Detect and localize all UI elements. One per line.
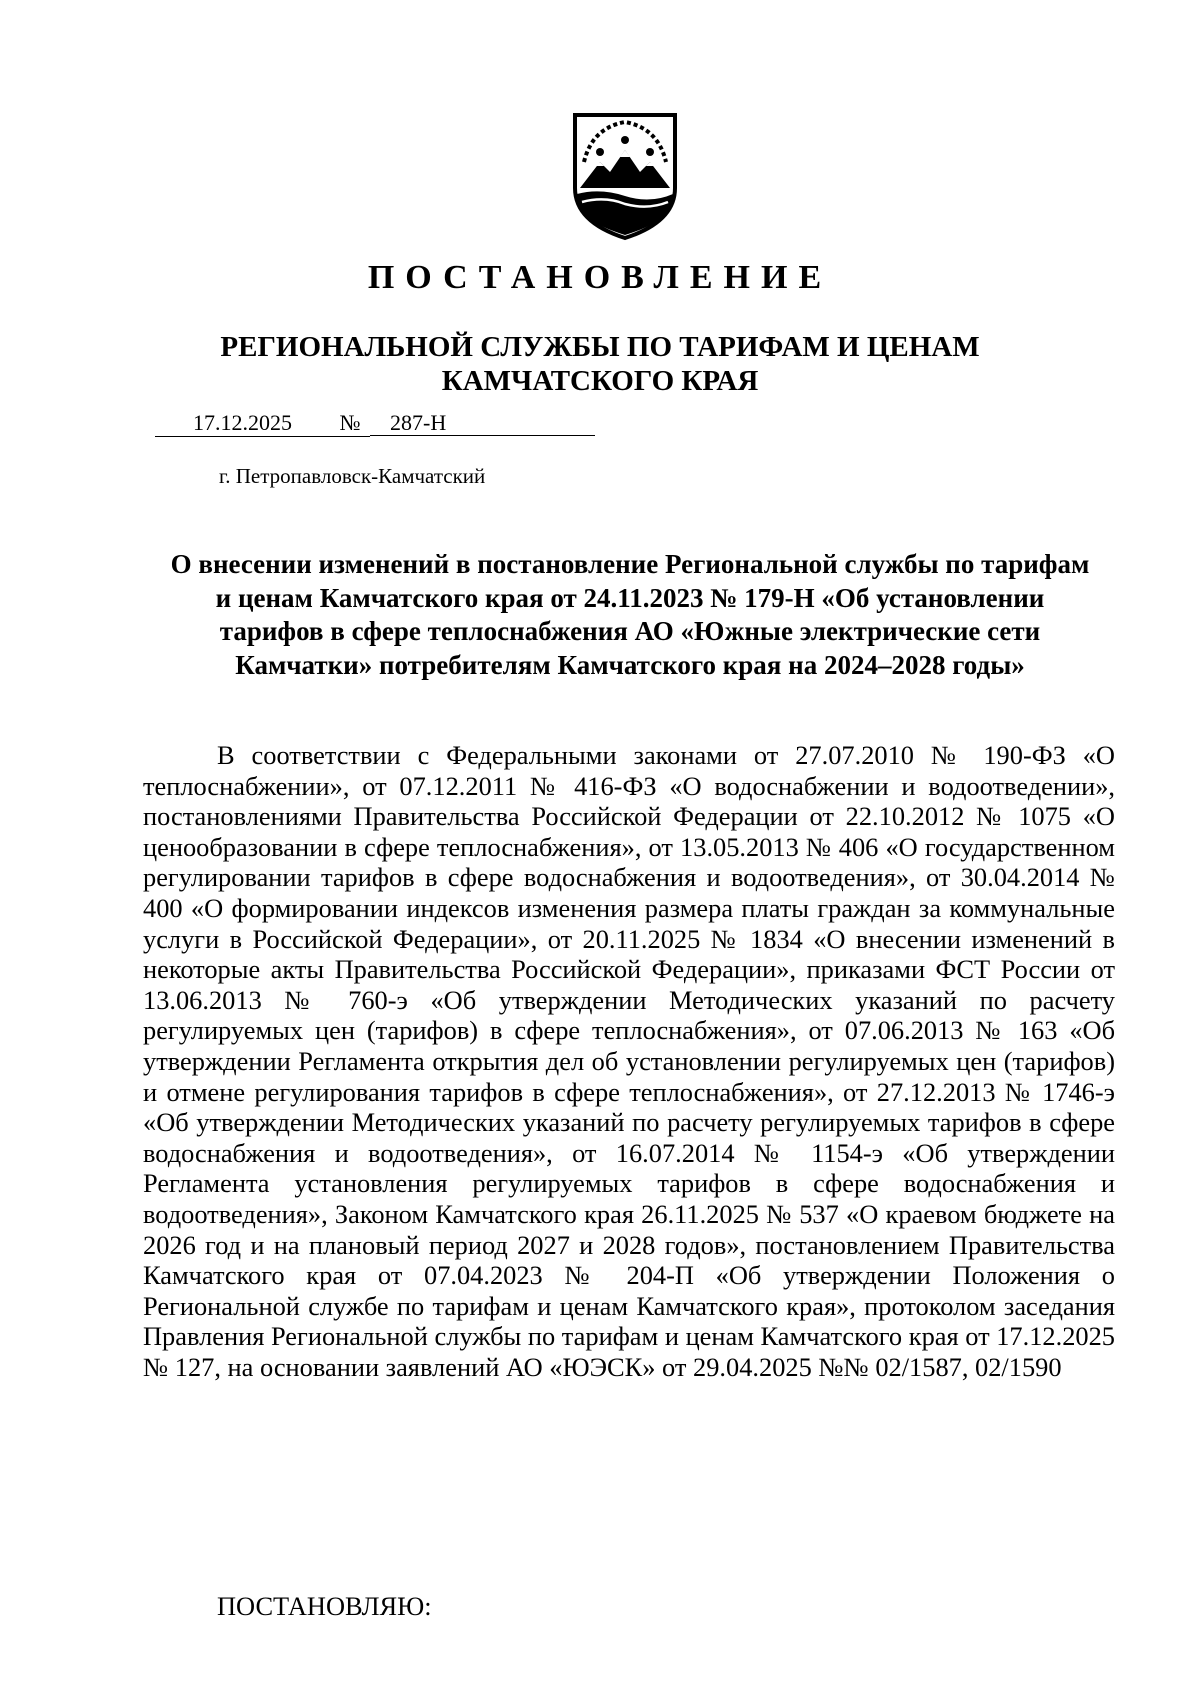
date-number-line: [155, 410, 595, 440]
issuer-line-2: КАМЧАТСКОГО КРАЯ: [441, 365, 759, 397]
number-sign: №: [330, 410, 370, 437]
document-date: 17.12.2025: [155, 410, 330, 437]
subject-line-3: тарифов в сфере теплоснабжения АО «Южные электрические сети: [219, 616, 1041, 646]
subject-line-2: и ценам Камчатского края от 24.11.2023 № 179-Н «Об установлении: [215, 582, 1045, 613]
document-number: 287-Н: [370, 410, 595, 436]
issuer-line-1: РЕГИОНАЛЬНОЙ СЛУЖБЫ ПО ТАРИФАМ И ЦЕНАМ: [220, 331, 980, 363]
kamchatka-coat-of-arms-icon: [570, 110, 680, 242]
preamble-paragraph: В соответствии с Федеральными законами от 27.07.2010 № 190-ФЗ «О теплоснабжении», от 07.12.2011 № 416-ФЗ «О водоснабжении и водоотведении», постановлениями Правительства Российской Федерации от 22.10.2012 № 1075 «О ценообразовании в сфере теплоснабжения», от 13.05.2013 № 406 «О государственном регулировании тарифов в сфере водоснабжения и водоотведения», от 30.04.2014 № 400 «О формировании индексов изменения размера платы граждан за коммунальные услуги в Российской Федерации», от 20.11.2025 № 1834 «О внесении изменений в некоторые акты Правительства Российской Федерации», приказами ФСТ России от 13.06.2013 № 760-э «Об утверждении Методических указаний по расчету регулируемых цен (тарифов) в сфере теплоснабжения», от 07.06.2013 № 163 «Об утверждении Регламента открытия дел об установлении регулируемых цен (тарифов) и отмене регулирования тарифов в сфере теплоснабжения», от 27.12.2013 № 1746-э «Об утверждении Методических указаний по расчету регулируемых тарифов в сфере водоснабжения и водоотведения», от 16.07.2014 № 1154-э «Об утверждении Регламента установления регулируемых тарифов в сфере водоснабжения и водоотведения», Законом Камчатского края 26.11.2025 № 537 «О краевом бюджете на 2026 год и на плановый период 2027 и 2028 годов», постановлением Правительства Камчатского края от 07.04.2023 № 204-П «Об утверждении Положения о Региональной службе по тарифам и ценам Камчатского края», протоколом заседания Правления Региональной службы по тарифам и ценам Камчатского края от 17.12.2025 № 127, на основании заявлений АО «ЮЭСК» от 29.04.2025 №№ 02/1587, 02/1590: [143, 740, 1115, 1382]
issuing-authority: [0, 330, 1200, 398]
document-subject: [140, 548, 1120, 682]
city-name: г. Петропавловск-Камчатский: [219, 464, 486, 488]
document-type-title: ПОСТАНОВЛЕНИЕ: [367, 259, 833, 296]
resolve-heading: ПОСТАНОВЛЯЮ:: [217, 1591, 432, 1621]
subject-line-1: О внесении изменений в постановление Региональной службы по тарифам: [170, 549, 1090, 579]
subject-line-4: Камчатки» потребителям Камчатского края на 2024–2028 годы»: [235, 649, 1025, 680]
